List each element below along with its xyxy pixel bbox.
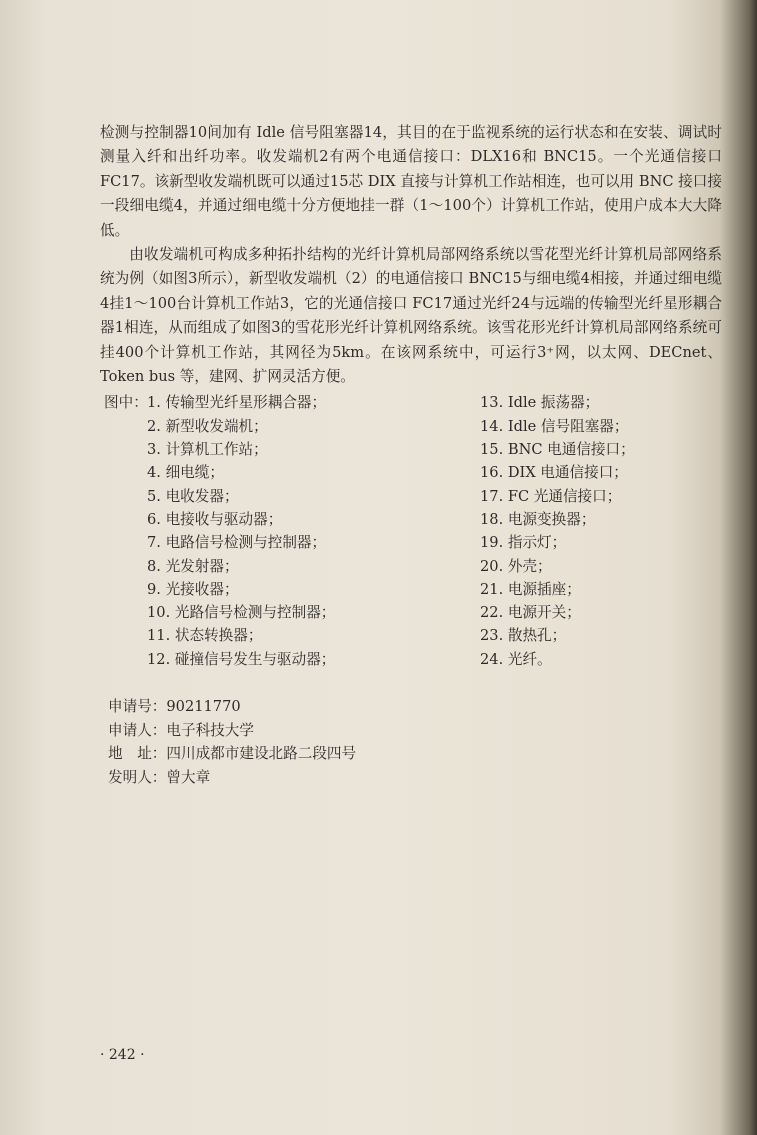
legend-item: 2. 新型收发端机； <box>147 417 268 435</box>
legend-item: 10. 光路信号检测与控制器； <box>147 604 336 622</box>
legend-item: 19. 指示灯； <box>480 534 567 552</box>
legend-item: 16. DIX 电通信接口； <box>480 464 628 482</box>
paragraph-2: 由收发端机可构成多种拓扑结构的光纤计算机局部网络系统以雪花型光纤计算机局部网络系统为例（如图3所示），新型收发端机（2）的电通信接口 BNC15与细电缆4相接，并通过细电缆4挂1～100台计算机工作站3，它的光通信接口 FC17通过光纤24与远端的传输型光纤星形耦合器1相连，从而组成了如图3的雪花形光纤计算机网络系统。该雪花形光纤计算机局部网络系统可挂400个计算机工作站，其网径为5km。在该网系统中，可运行3⁺网，以太网、DECnet、Token bus 等，建网、扩网灵活方便。 <box>100 246 722 386</box>
body-text <box>100 121 722 389</box>
legend-item: 13. Idle 振荡器； <box>480 394 600 412</box>
legend-item: 9. 光接收器； <box>147 580 239 598</box>
legend-item: 20. 外壳； <box>480 557 552 575</box>
legend-item: 6. 电接收与驱动器； <box>147 510 283 528</box>
application-number: 申请号：90211770 <box>108 698 241 716</box>
legend-item: 24. 光纤。 <box>480 650 552 668</box>
legend-item: 15. BNC 电通信接口； <box>480 441 635 459</box>
legend-item: 21. 电源插座； <box>480 580 581 598</box>
legend-item: 18. 电源变换器； <box>480 510 596 528</box>
legend-item: 17. FC 光通信接口； <box>480 487 622 505</box>
legend-item: 4. 细电缆； <box>147 464 224 482</box>
legend-item: 3. 计算机工作站； <box>147 441 268 459</box>
applicant: 申请人：电子科技大学 <box>108 721 254 739</box>
legend-item: 11. 状态转换器； <box>147 627 263 645</box>
legend-item: 22. 电源开关； <box>480 604 581 622</box>
page-content <box>100 121 722 789</box>
legend-item: 12. 碰撞信号发生与驱动器； <box>147 650 336 668</box>
paragraph-1: 检测与控制器10间加有 Idle 信号阻塞器14，其目的在于监视系统的运行状态和在安装、调试时测量入纤和出纤功率。收发端机2有两个电通信接口：DLX16和 BNC15。一个光通信接口FC17。该新型收发端机既可以通过15芯 DIX 直接与计算机工作站相连，也可以用 BNC 接口接一段细电缆4，并通过细电缆十分方便地挂一群（1～100个）计算机工作站，使用户成本大大降低。 <box>100 124 722 239</box>
legend-lead: 图中： <box>104 394 148 412</box>
page-number: · 242 · <box>100 1047 145 1063</box>
figure-legend <box>100 391 722 671</box>
legend-item: 23. 散热孔； <box>480 627 567 645</box>
legend-item: 7. 电路信号检测与控制器； <box>147 534 327 552</box>
legend-item: 8. 光发射器； <box>147 557 239 575</box>
inventor: 发明人：曾大章 <box>108 768 211 786</box>
patent-info <box>108 695 722 789</box>
legend-item: 5. 电收发器； <box>147 487 239 505</box>
address: 地 址：四川成都市建设北路二段四号 <box>108 745 357 763</box>
legend-item: 14. Idle 信号阻塞器； <box>480 417 629 435</box>
legend-item: 1. 传输型光纤星形耦合器； <box>147 394 327 412</box>
